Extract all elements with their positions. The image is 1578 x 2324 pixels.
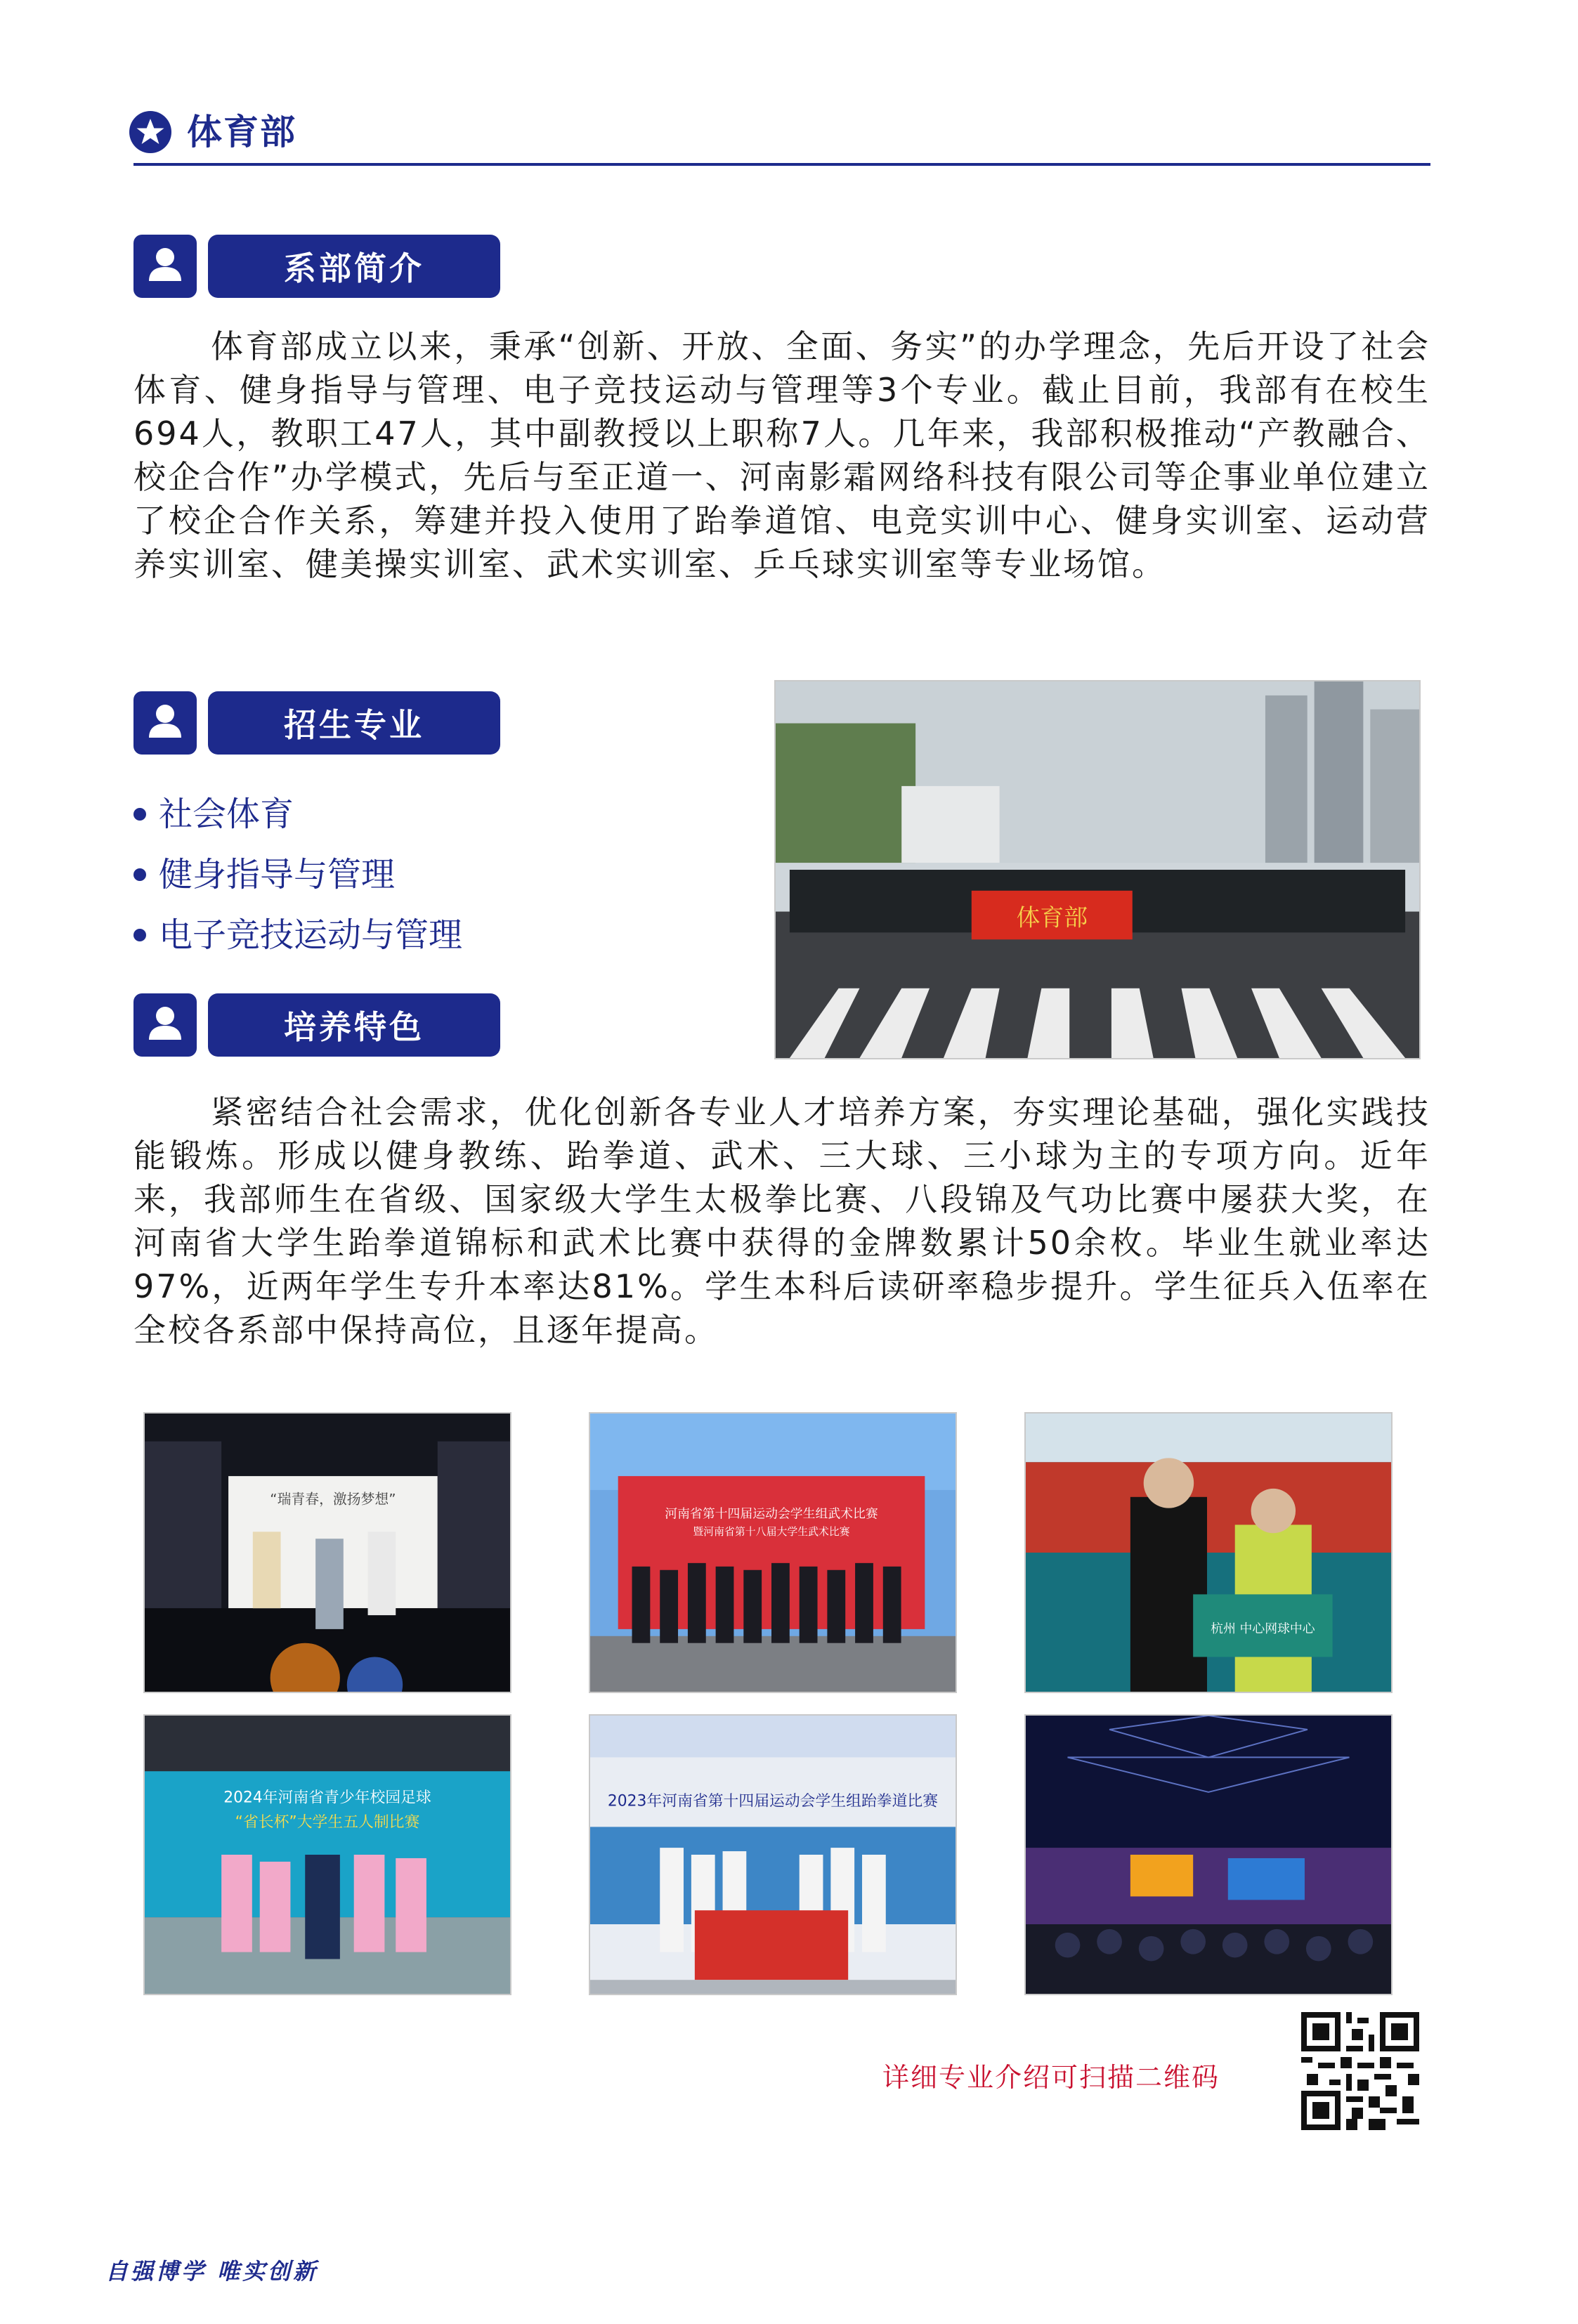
football-banner-line1: 2024年河南省青少年校园足球 [223,1789,431,1807]
page-title: 体育部 [187,112,296,152]
intro-paragraph: 体育部成立以来，秉承“创新、开放、全面、务实”的办学理念，先后开设了社会体育、健身指导与管理、电子竞技运动与管理等3个专业。截止目前，我部有在校生694人，教职工47人，其中副教授以上职称7人。几年来，我部积极推动“产教融合、校企合作”办学模式，先后与至正道一、河南影霜网络科技有限公司等企事业单位建立了校企合作关系，筹建并投入使用了跆拳道馆、电竞实训中心、健身实训室、运动营养实训室、健美操实训室、武术实训室、乒乓球实训室等专业场馆。 [133,327,1430,583]
section-heading-features: 培养特色 [208,993,500,1057]
qr-code-icon [1301,2012,1419,2130]
photo-tennis-center [1024,1412,1393,1693]
football-banner-line2: “省长杯”大学生五人制比赛 [235,1813,420,1832]
features-paragraph: 紧密结合社会需求，优化创新各专业人才培养方案，夯实理论基础，强化实践技能锻炼。形成以健身教练、跆拳道、武术、三大球、三小球为主的专项方向。近年来，我部师生在省级、国家级大学生太极拳比赛、八段锦及气功比赛中屡获大奖，在河南省大学生跆拳道锦标和武术比赛中获得的金牌数累计50余枚。毕业生就业率达97%，近两年学生专升本率达81%。学生本科后读研率稳步提升。学生征兵入伍率在全校各系部中保持高位，且逐年提高。 [133,1093,1430,1349]
qr-caption: 详细专业介绍可扫描二维码 [882,2062,1220,2093]
user-icon [133,993,197,1057]
tennis-sign: 杭州 中心网球中心 [1211,1621,1315,1636]
wushu-banner-line1: 河南省第十四届运动会学生组武术比赛 [665,1506,878,1522]
photo-esports-arena [1024,1714,1393,1995]
header-divider [133,163,1430,166]
bullet-icon [133,868,146,881]
photo-wushu-team [589,1412,957,1693]
list-item: 健身指导与管理 [133,844,462,905]
bullet-icon [133,929,146,941]
list-item: 社会体育 [133,784,462,844]
user-icon [133,235,197,298]
section-heading-majors: 招生专业 [208,691,500,755]
stage-slogan: “瑞青春，激扬梦想” [270,1491,396,1508]
user-icon [133,691,197,755]
taekwondo-banner: 2023年河南省第十四届运动会学生组跆拳道比赛 [607,1792,939,1810]
list-item: 电子竞技运动与管理 [133,905,462,965]
bullet-icon [133,808,146,821]
banner-text: 体育部 [1016,903,1088,932]
footer-slogan: 自强博学 唯实创新 [105,2258,319,2285]
photo-taekwondo-team [589,1714,957,1995]
group-photo-street [774,680,1421,1059]
photo-football-team [143,1714,511,1995]
majors-list [133,784,462,965]
wushu-banner-line2: 暨河南省第十八届大学生武术比赛 [693,1525,850,1539]
section-heading-intro: 系部简介 [208,235,500,298]
star-icon [129,111,171,153]
photo-stage-esports [143,1412,511,1693]
